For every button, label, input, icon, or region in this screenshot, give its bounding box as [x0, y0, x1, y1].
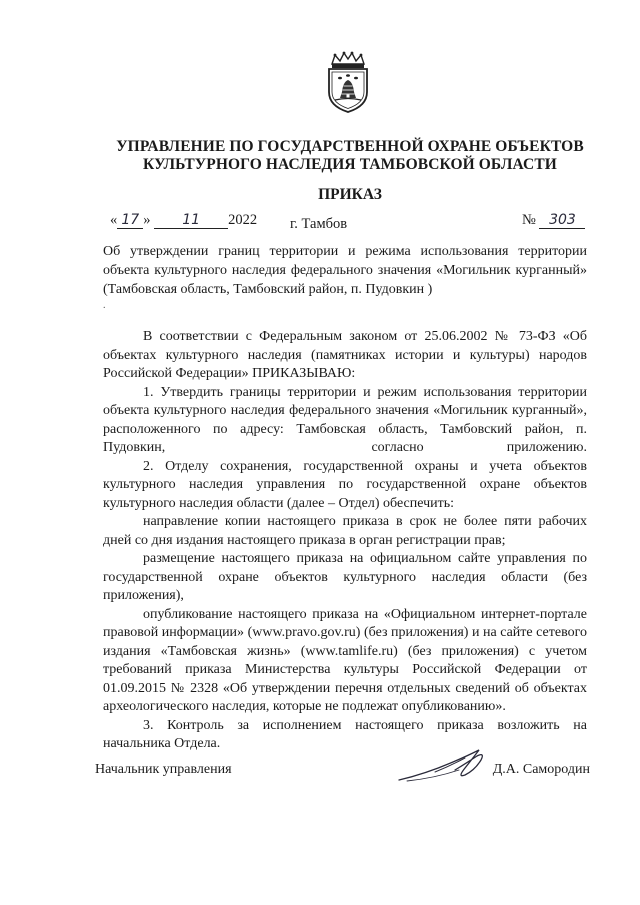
- handwritten-signature-icon: [395, 748, 495, 784]
- org-name-line-2: КУЛЬТУРНОГО НАСЛЕДИЯ ТАМБОВСКОЙ ОБЛАСТИ: [143, 156, 557, 173]
- org-name-line-1: УПРАВЛЕНИЕ ПО ГОСУДАРСТВЕННОЙ ОХРАНЕ ОБЪЕКТОВ: [116, 138, 584, 155]
- date-month: 11: [182, 212, 201, 228]
- signatory-name: Д.А. Самородин: [492, 762, 590, 777]
- tick-mark: .: [103, 300, 106, 311]
- date-day-field: [117, 212, 143, 229]
- signature-block: [95, 748, 590, 788]
- item-2-paragraph: 2. Отделу сохранения, государственной охраны и учета объектов культурного наследия управления по государственной охране объектов культурного наследия области (далее – Отдел) обеспечить:: [103, 458, 587, 511]
- date-month-field: [154, 212, 228, 229]
- number-field: [539, 212, 585, 229]
- document-meta-row: [92, 212, 592, 238]
- date-year: 2022: [228, 212, 258, 228]
- signatory-position: Начальник управления: [95, 762, 232, 777]
- item-1-text: 1. Утвердить границы территории и режим использования территории объекта культурного наследия федерального значения «Могильник курганный», расположенного по адресу: Тамбовская область, Тамбовский район, п. Пудовкин,: [103, 384, 587, 455]
- item-2-sub-2-paragraph: размещение настоящего приказа на официальном сайте управления по государственной охране объектов культурного наследия области (без приложения),: [103, 551, 587, 603]
- number-value: 303: [549, 212, 576, 228]
- item-2-sub-1-paragraph: направление копии настоящего приказа в срок не более пяти рабочих дней со дня издания настоящего приказа в орган регистрации прав;: [103, 514, 587, 548]
- number-sign: №: [522, 212, 536, 228]
- item-3-paragraph: 3. Контроль за исполнением настоящего приказа возложить на начальника Отдела.: [103, 717, 587, 751]
- date-day: 17: [121, 212, 140, 228]
- date-quote-open: «: [110, 212, 118, 228]
- document-subject: Об утверждении границ территории и режима использования территории объекта культурного наследия федерального значения «Могильник курганный» (Тамбовская область, Тамбовский район, п. Пудовкин ): [103, 244, 587, 297]
- document-city: г. Тамбов: [290, 216, 348, 232]
- document-date: [110, 212, 257, 229]
- item-1-paragraph: [103, 384, 587, 458]
- tambov-coat-of-arms-icon: [323, 50, 373, 114]
- preamble-paragraph: В соответствии с Федеральным законом от 25.06.2002 № 73-ФЗ «Об объектах культурного наследия (памятниках истории и культуры) народов Российской Федерации» ПРИКАЗЫВАЮ:: [103, 329, 587, 381]
- item-2-sub-3-paragraph: опубликование настоящего приказа на «Официальном интернет-портале правовой информации» (www.pravo.gov.ru) (без приложения) и на сайте сетевого издания «Тамбовская жизнь» (www.tamlife.ru) (без приложения) с учетом требований приказа Министерства культуры Российской Федерации от 01.09.2015 № 2328 «Об утверждении перечня отдельных сведений об объектах археологического наследия, которые не подлежат опубликованию».: [103, 606, 587, 714]
- document-type-title: ПРИКАЗ: [318, 186, 382, 203]
- document-number: [522, 212, 585, 229]
- item-1-tail: согласно приложению.: [371, 440, 587, 455]
- date-quote-close: »: [143, 212, 151, 228]
- document-body: [103, 328, 587, 754]
